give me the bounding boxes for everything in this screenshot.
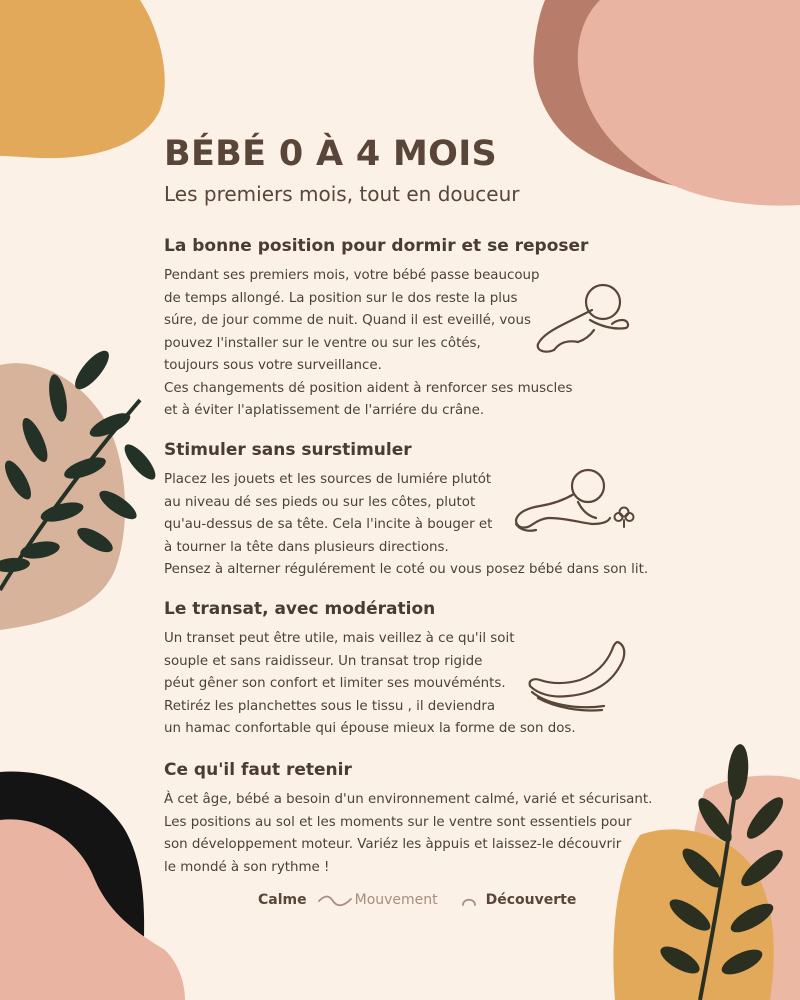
- body-line: péut gêner son confort et limiter ses mouvéménts.: [164, 676, 506, 691]
- wave-icon: [317, 893, 353, 907]
- body-line: À cet âge, bébé a besoin d'un environnement calmé, varié et sécurisant.: [164, 792, 653, 807]
- section-heading: La bonne position pour dormir et se reposer: [164, 236, 589, 256]
- footer-keywords: [258, 892, 576, 908]
- section-heading: Le transat, avec modération: [164, 599, 436, 619]
- arc-icon: [460, 893, 478, 907]
- section-heading: Stimuler sans surstimuler: [164, 440, 412, 460]
- body-line: souple et sans raidisseur. Un transat trop rigide: [164, 653, 483, 669]
- section-key-takeaways: [164, 760, 684, 879]
- section-body: [164, 789, 684, 879]
- baby-lying-icon: [534, 280, 634, 360]
- section-heading: Ce qu'il faut retenir: [164, 760, 352, 780]
- body-line: son développement moteur. Variéz les àppuis et laissez-le découvrir: [164, 837, 622, 852]
- body-line: et à éviter l'aplatissement de l'arriére du crâne.: [164, 403, 485, 418]
- body-line: Placez les jouets et les sources de lumiére plutót: [164, 472, 492, 487]
- body-line: Pensez à alterner régulérement le coté ou vous posez bébé dans son lit.: [164, 562, 649, 577]
- footer-word-calme: Calme: [258, 892, 307, 908]
- body-line: à tourner la tête dans plusieurs directions.: [164, 539, 449, 555]
- body-line: Les positions au sol et les moments sur le ventre sont essentiels pour: [164, 814, 632, 830]
- body-line: le mondé à son rythme !: [164, 859, 330, 875]
- body-line: Ces changements dé position aident à renforcer ses muscles: [164, 380, 573, 396]
- body-line: Pendant ses premiers mois, votre bébé passe beaucoup: [164, 268, 540, 283]
- body-line: qu'au-dessus de sa tête. Cela l'incite à bouger et: [164, 517, 493, 532]
- body-line: súre, de jour comme de nuit. Quand il est eveillé, vous: [164, 313, 531, 328]
- bouncer-seat-icon: [526, 636, 630, 718]
- body-line: Un transet peut être utile, mais veillez à ce qu'il soit: [164, 631, 515, 646]
- page-subtitle: Les premiers mois, tout en douceur: [164, 182, 520, 206]
- body-line: pouvez l'installer sur le ventre ou sur les côtés,: [164, 335, 481, 351]
- mustard-blob-top-left: [0, 0, 165, 158]
- footer-word-decouverte: Découverte: [485, 892, 577, 908]
- body-line: au niveau dé ses pieds ou sur les côtes, plutot: [164, 494, 476, 510]
- body-line: Retiréz les planchettes sous le tissu , il deviendra: [164, 698, 496, 714]
- pink-blob-top-right: [578, 0, 800, 206]
- baby-crawling-icon: [512, 466, 617, 536]
- body-line: un hamac confortable qui épouse mieux la forme de son dos.: [164, 721, 576, 736]
- body-line: de temps allongé. La position sur le dos reste la plus: [164, 290, 518, 306]
- body-line: toujours sous votre surveillance.: [164, 358, 382, 373]
- page-title: BÉBÉ 0 À 4 MOIS: [164, 134, 498, 174]
- footer-word-mouvement: Mouvement: [354, 892, 438, 908]
- rattle-icon: [613, 504, 635, 530]
